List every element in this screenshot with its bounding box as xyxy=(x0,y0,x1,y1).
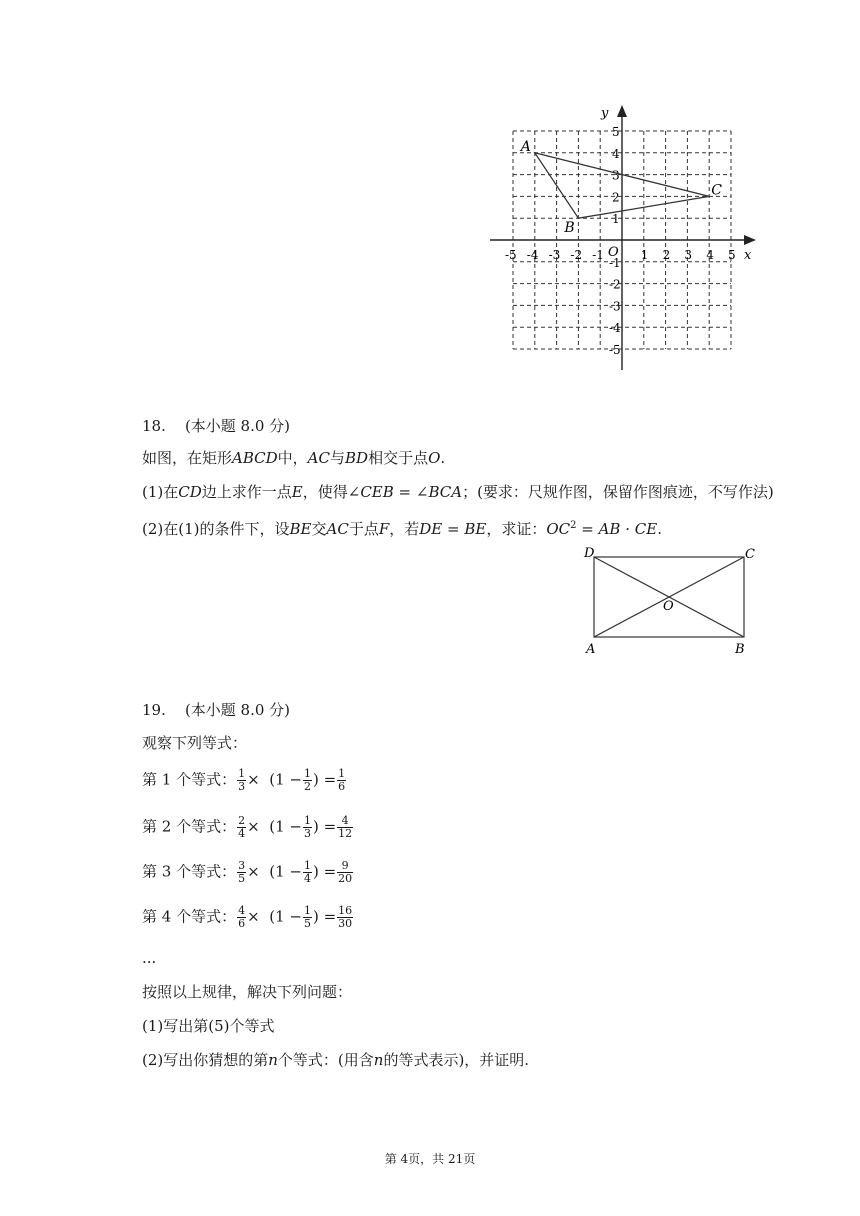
numerator: 1 xyxy=(338,767,346,780)
fraction xyxy=(237,815,246,840)
text: 如图，在矩形 xyxy=(142,449,233,467)
fraction xyxy=(303,860,312,885)
text: 中， xyxy=(277,449,308,467)
x-tick-label: -5 xyxy=(505,248,517,262)
paren-close-equals: ) = xyxy=(312,770,337,789)
equation-label: 第 2 个等式： xyxy=(142,817,237,836)
times-sign: × xyxy=(247,770,260,789)
q19-part1: (1)写出第(5)个等式 xyxy=(142,1017,275,1035)
text: 的等式表示)，并证明. xyxy=(383,1051,530,1069)
coordinate-grid-figure xyxy=(480,95,770,380)
text: (1)在 xyxy=(142,483,179,501)
numerator: 3 xyxy=(238,859,246,872)
y-tick-label: -2 xyxy=(609,277,621,292)
q18-line2 xyxy=(142,482,774,502)
denominator: 20 xyxy=(338,872,353,885)
q18-line3 xyxy=(142,516,662,539)
fraction xyxy=(337,815,353,840)
math: E xyxy=(291,483,303,501)
x-tick-label: 3 xyxy=(684,248,693,262)
q18-number: 18. xyxy=(142,417,166,435)
paren-open: (1 − xyxy=(269,862,302,881)
denominator: 30 xyxy=(338,917,353,930)
text: . xyxy=(440,449,446,467)
math: = AB · CE xyxy=(576,520,658,538)
page-footer: 第 4页，共 21页 xyxy=(384,1152,476,1166)
origin-label: O xyxy=(608,245,619,260)
y-tick-label: 4 xyxy=(612,146,620,161)
math: DE = BE xyxy=(419,520,487,538)
numerator: 1 xyxy=(303,814,311,827)
y-tick-label: 5 xyxy=(612,125,620,139)
fraction xyxy=(303,815,312,840)
math: OC xyxy=(546,520,571,538)
denominator: 6 xyxy=(238,917,246,930)
numerator: 1 xyxy=(303,767,311,780)
numerator: 1 xyxy=(303,859,311,872)
y-tick-label: -4 xyxy=(609,321,621,336)
y-axis-arrow xyxy=(617,105,627,117)
paren-open: (1 − xyxy=(269,770,302,789)
q18-header xyxy=(142,416,290,436)
equation-row xyxy=(142,860,354,885)
y-tick-label: 3 xyxy=(612,168,620,183)
x-tick-label: 5 xyxy=(728,248,736,262)
text: 个等式：(用含 xyxy=(277,1051,374,1069)
x-tick-label: 4 xyxy=(706,248,714,262)
y-tick-label: -1 xyxy=(609,255,621,270)
x-tick-label: 1 xyxy=(640,248,649,262)
label-d: D xyxy=(584,546,595,561)
x-tick-label: -2 xyxy=(570,248,583,262)
point-label-b: B xyxy=(564,220,575,237)
text: . xyxy=(657,520,662,538)
fraction xyxy=(303,905,312,930)
q19-score: (本小题 8.0 分) xyxy=(184,701,291,719)
math: BD xyxy=(345,449,369,467)
label-a: A xyxy=(586,642,596,657)
math: CD xyxy=(178,483,202,501)
triangle-abc xyxy=(519,139,722,236)
denominator: 4 xyxy=(238,827,246,840)
denominator: 5 xyxy=(303,917,311,930)
text: ，若 xyxy=(389,520,420,538)
numerator: 1 xyxy=(303,904,311,917)
times-sign: × xyxy=(247,907,260,926)
fraction xyxy=(337,905,353,930)
equation-row xyxy=(142,815,354,840)
x-tick-label: -4 xyxy=(526,248,539,262)
x-tick-label: -3 xyxy=(548,248,561,262)
text: 相交于点 xyxy=(368,449,429,467)
times-sign: × xyxy=(247,862,260,881)
text: (2)在(1)的条件下，设 xyxy=(142,520,290,538)
equation-row xyxy=(142,768,347,793)
label-b: B xyxy=(735,642,745,657)
fraction xyxy=(337,860,353,885)
math: AC xyxy=(307,449,330,467)
y-tick-label: 2 xyxy=(612,190,620,205)
math: BE xyxy=(289,520,312,538)
fraction xyxy=(237,905,246,930)
q19-header xyxy=(142,700,290,720)
paren-close-equals: ) = xyxy=(312,907,337,926)
math: 2 xyxy=(570,520,577,531)
q19-intro: 观察下列等式： xyxy=(142,734,248,752)
ellipsis: ... xyxy=(142,949,157,967)
paren-close-equals: ) = xyxy=(312,817,337,836)
math: F xyxy=(378,520,390,538)
text: 与 xyxy=(329,449,345,467)
q19-instruction: 按照以上规律，解决下列问题： xyxy=(142,983,353,1001)
x-axis-arrow xyxy=(744,235,756,245)
numerator: 4 xyxy=(337,815,353,828)
denominator: 2 xyxy=(303,780,311,793)
y-axis-label: y xyxy=(601,106,609,121)
math: O xyxy=(428,449,441,467)
math: AC xyxy=(326,520,349,538)
math: n xyxy=(268,1051,278,1069)
numerator: 1 xyxy=(238,767,246,780)
denominator: 3 xyxy=(303,827,311,840)
fraction xyxy=(303,768,312,793)
numerator: 2 xyxy=(238,814,246,827)
fraction xyxy=(337,768,346,793)
x-axis-label: x xyxy=(744,248,752,263)
q18-score: (本小题 8.0 分) xyxy=(184,417,291,435)
x-tick-label: -1 xyxy=(592,248,604,262)
equation-label: 第 3 个等式： xyxy=(142,862,237,881)
equation-row xyxy=(142,905,354,930)
text: (2)写出你猜想的第 xyxy=(142,1051,269,1069)
point-label-c: C xyxy=(711,182,722,199)
denominator: 4 xyxy=(303,872,311,885)
paren-close-equals: ) = xyxy=(312,862,337,881)
text: 交 xyxy=(311,520,327,538)
fraction xyxy=(237,860,246,885)
math: ABCD xyxy=(232,449,278,467)
y-tick-label: 1 xyxy=(612,212,620,227)
math: n xyxy=(373,1051,384,1069)
times-sign: × xyxy=(247,817,260,836)
equation-label: 第 4 个等式： xyxy=(142,907,237,926)
numerator: 4 xyxy=(238,904,246,917)
y-tick-label: -3 xyxy=(609,299,621,314)
text: 于点 xyxy=(348,520,379,538)
y-tick-label: -5 xyxy=(609,343,621,357)
fraction xyxy=(237,768,246,793)
text: 边上求作一点 xyxy=(201,483,292,501)
rectangle-figure xyxy=(580,543,760,658)
label-c: C xyxy=(745,547,755,562)
denominator: 6 xyxy=(338,780,346,793)
label-o: O xyxy=(663,599,674,614)
math: ∠CEB = ∠BCA xyxy=(347,483,463,501)
x-tick-label: 2 xyxy=(662,248,671,262)
denominator: 12 xyxy=(338,827,353,840)
text: ，求证： xyxy=(486,520,547,538)
numerator: 9 xyxy=(337,860,353,873)
text: ；(要求：尺规作图，保留作图痕迹，不写作法) xyxy=(462,483,774,501)
point-label-a: A xyxy=(520,138,531,155)
text: ，使得 xyxy=(302,483,348,501)
q18-line1 xyxy=(142,448,445,468)
numerator: 16 xyxy=(338,904,353,917)
equation-label: 第 1 个等式： xyxy=(142,770,237,789)
q19-number: 19. xyxy=(142,701,166,719)
q19-part2 xyxy=(142,1050,529,1070)
denominator: 3 xyxy=(238,780,246,793)
denominator: 5 xyxy=(238,872,246,885)
paren-open: (1 − xyxy=(269,907,302,926)
paren-open: (1 − xyxy=(269,817,302,836)
